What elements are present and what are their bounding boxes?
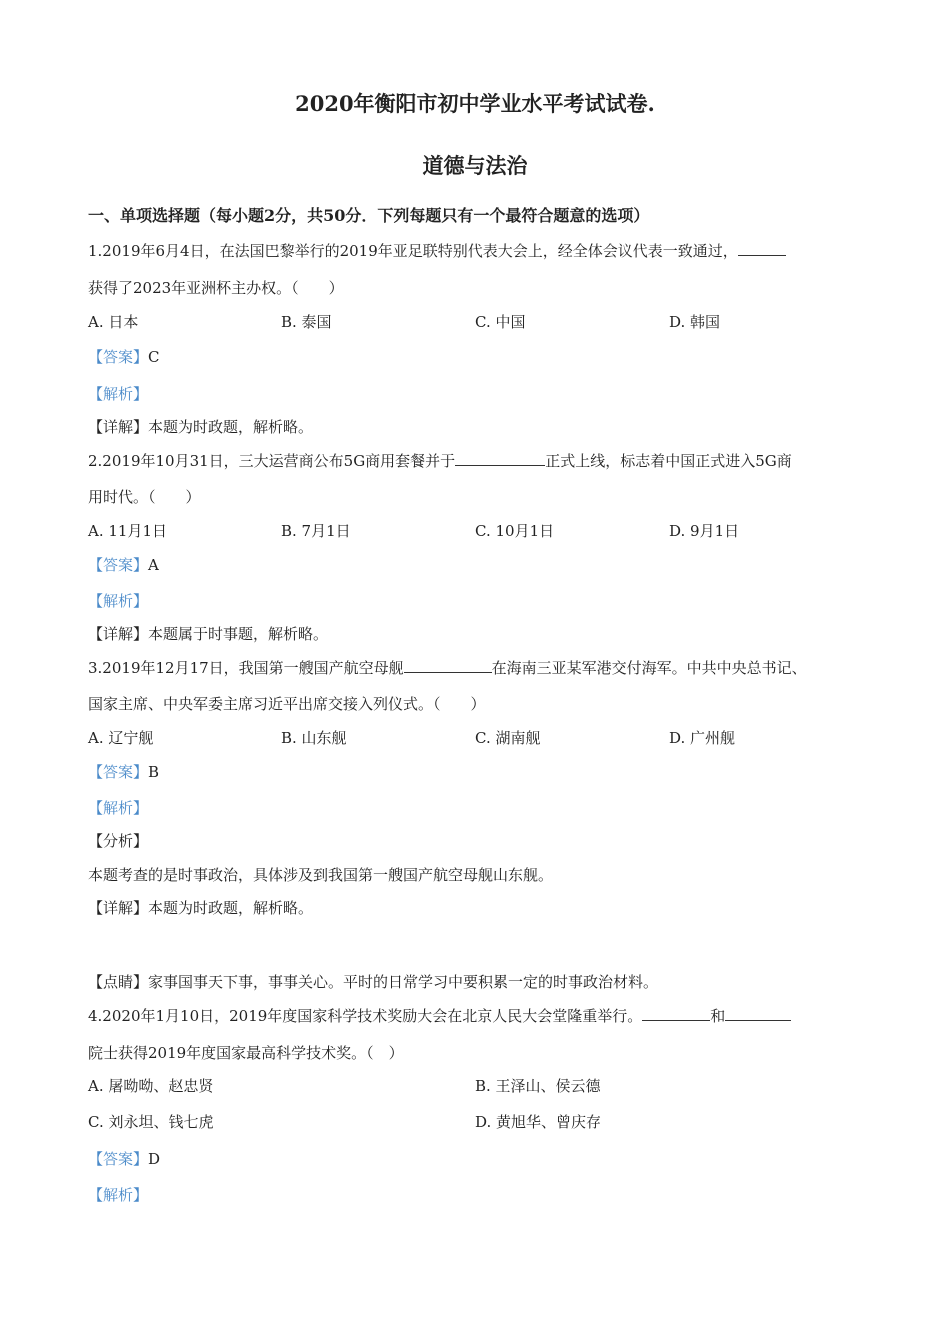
q2-line1b: 正式上线，标志着中国正式进入5G商 [545, 452, 792, 470]
page-subtitle: 道德与法治 [422, 153, 528, 178]
q3-detail [88, 898, 313, 918]
q1-analysis-label: 【解析】 [88, 385, 149, 403]
q1-option-b: B. 泰国 [281, 313, 332, 331]
q4-line1b: 和 [710, 1007, 726, 1025]
q3-option-a: A. 辽宁舰 [88, 729, 154, 747]
q3-dianjing [88, 972, 658, 992]
q2-option-c: C. 10月1日 [475, 522, 555, 540]
q3-option-b: B. 山东舰 [281, 729, 347, 747]
q3-fenxi-label: 【分析】 [88, 832, 149, 850]
q3-option-c: C. 湖南舰 [475, 729, 541, 747]
q2-detail-text: 本题属于时事题，解析略。 [148, 625, 329, 643]
q3-answer-value: B [148, 763, 160, 781]
q1-blank [738, 241, 786, 256]
q4-option-a: A. 屠呦呦、赵忠贤 [88, 1077, 214, 1095]
q4-option-d: D. 黄旭华、曾庆存 [475, 1113, 602, 1131]
q3-analysis-label: 【解析】 [88, 799, 149, 817]
q4-line2: 院士获得2019年度国家最高科学技术奖。（ ） [88, 1044, 404, 1062]
answer-label: 【答案】 [88, 348, 149, 366]
q1-answer-value: C [148, 348, 160, 366]
q4-blank-1 [642, 1006, 710, 1021]
q1-detail-text: 本题为时政题，解析略。 [148, 418, 314, 436]
q2-option-d: D. 9月1日 [669, 522, 740, 540]
detail-label: 【详解】 [88, 625, 149, 643]
q4-analysis-label: 【解析】 [88, 1186, 149, 1204]
q4-answer-value: D [148, 1150, 161, 1168]
q4-option-b: B. 王泽山、侯云德 [475, 1077, 601, 1095]
q2-answer [88, 555, 159, 575]
q3-option-d: D. 广州舰 [669, 729, 736, 747]
q1-option-a: A. 日本 [88, 313, 139, 331]
q1-line2: 获得了2023年亚洲杯主办权。（ ） [88, 279, 344, 297]
answer-label: 【答案】 [88, 763, 149, 781]
q3-dianjing-text: 家事国事天下事，事事关心。平时的日常学习中要积累一定的时事政治材料。 [148, 973, 659, 991]
q1-answer [88, 347, 160, 367]
q2-line2: 用时代。（ ） [88, 488, 201, 506]
q2-option-b: B. 7月1日 [281, 522, 351, 540]
q3-fenxi-text: 本题考查的是时事政治，具体涉及到我国第一艘国产航空母舰山东舰。 [88, 866, 554, 884]
q4-answer [88, 1149, 160, 1169]
q1-line1: 1.2019年6月4日，在法国巴黎举行的2019年亚足联特别代表大会上，经全体会议代表一致通过， [88, 242, 738, 260]
q4-option-c: C. 刘永坦、钱七虎 [88, 1113, 214, 1131]
q3-detail-text: 本题为时政题，解析略。 [148, 899, 314, 917]
q2-option-a: A. 11月1日 [88, 522, 167, 540]
q4-line1a: 4.2020年1月10日，2019年度国家科学技术奖励大会在北京人民大会堂隆重举行。 [88, 1007, 643, 1025]
q4-blank-2 [725, 1006, 791, 1021]
q3-stem [88, 658, 807, 678]
q3-answer [88, 762, 159, 782]
detail-label: 【详解】 [88, 899, 149, 917]
q2-analysis-label: 【解析】 [88, 592, 149, 610]
q1-detail [88, 417, 313, 437]
q3-line2: 国家主席、中央军委主席习近平出席交接入列仪式。（ ） [88, 695, 486, 713]
q2-line1a: 2.2019年10月31日，三大运营商公布5G商用套餐并于 [88, 452, 456, 470]
answer-label: 【答案】 [88, 1150, 149, 1168]
answer-label: 【答案】 [88, 556, 149, 574]
q4-stem [88, 1006, 791, 1026]
detail-label: 【详解】 [88, 418, 149, 436]
page-title: 2020年衡阳市初中学业水平考试试卷. [295, 91, 655, 116]
q1-option-d: D. 韩国 [669, 313, 721, 331]
q3-line1a: 3.2019年12月17日，我国第一艘国产航空母舰 [88, 659, 404, 677]
q3-blank [404, 658, 492, 673]
q2-blank [455, 451, 545, 466]
q3-line1b: 在海南三亚某军港交付海军。中共中央总书记、 [491, 659, 807, 677]
section-heading: 一、单项选择题（每小题2分，共50分．下列每题只有一个最符合题意的选项） [88, 206, 650, 225]
q1-stem [88, 241, 786, 261]
dianjing-label: 【点睛】 [88, 973, 149, 991]
q2-stem [88, 451, 792, 471]
q2-detail [88, 624, 328, 644]
q2-answer-value: A [148, 556, 159, 574]
q1-option-c: C. 中国 [475, 313, 526, 331]
